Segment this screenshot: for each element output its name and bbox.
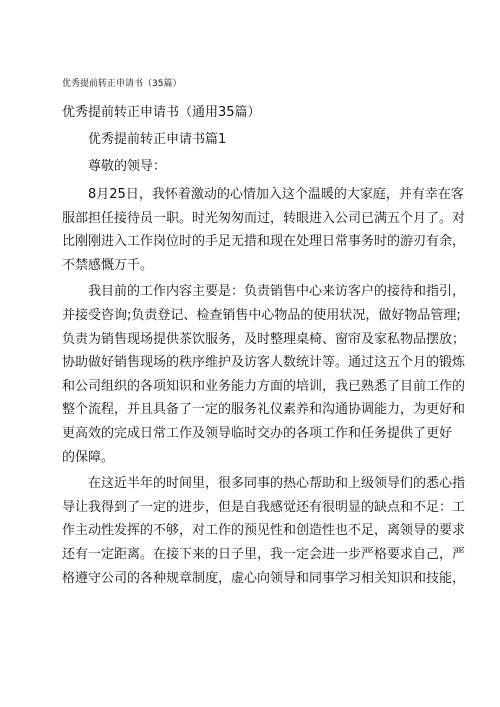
paragraph-line: 更高效的完成日常工作及领导临时交办的各项工作和任务提供了更好 <box>62 425 453 441</box>
paragraph-line: 比刚刚进入工作岗位时的手足无措和现在处理日常事务时的游刃有余， <box>62 234 466 250</box>
document-subtitle: 优秀提前转正申请书篇1 <box>88 132 227 147</box>
paragraph-line: 和公司组织的各项知识和业务能力方面的培训，我已熟悉了目前工作的 <box>62 378 466 394</box>
document-body <box>62 183 466 593</box>
paragraph-line: 协助做好销售现场的秩序维护及访客人数统计等。通过这五个月的锻炼 <box>62 355 466 371</box>
paragraph-line: 整个流程，并且具备了一定的服务礼仪素养和沟通协调能力，为更好和 <box>62 402 466 418</box>
paragraph-line: 还有一定距离。在接下来的日子里，我一定会进一步严格要求自己，严 <box>62 546 466 562</box>
paragraph-line: 并接受咨询;负责登记、检查销售中心物品的使用状况，做好物品管理; <box>62 307 461 323</box>
paragraph-line: 导让我得到了一定的进步，但是自我感觉还有很明显的缺点和不足：工 <box>62 499 466 515</box>
paragraph <box>62 280 466 469</box>
salutation: 尊敬的领导： <box>88 159 167 174</box>
paragraph-line: 的保障。 <box>62 449 115 465</box>
paragraph <box>62 183 466 277</box>
paragraph-line: 我目前的工作内容主要是：负责销售中心来访客户的接待和指引， <box>88 284 466 300</box>
paragraph-line: 服部担任接待员一职。时光匆匆而过，转眼进入公司已满五个月了。对 <box>62 210 466 226</box>
paragraph <box>62 472 466 590</box>
paragraph-line: 格遵守公司的各种规章制度，虚心向领导和同事学习相关知识和技能， <box>62 570 466 586</box>
document-header: 优秀提前转正申请书（35篇） <box>62 79 182 89</box>
paragraph-line: 作主动性发挥的不够，对工作的预见性和创造性也不足，离领导的要求 <box>62 523 466 539</box>
paragraph-line: 不禁感慨万千。 <box>62 257 154 273</box>
paragraph-line: 负责为销售现场提供茶饮服务，及时整理桌椅、窗帘及家私物品摆放； <box>62 331 466 347</box>
document-title: 优秀提前转正申请书（通用35篇） <box>62 105 261 120</box>
paragraph-line: 8月25日，我怀着激动的心情加入这个温暖的大家庭，并有幸在客 <box>88 187 464 202</box>
paragraph-line: 在这近半年的时间里，很多同事的热心帮助和上级领导们的悉心指 <box>88 476 466 492</box>
